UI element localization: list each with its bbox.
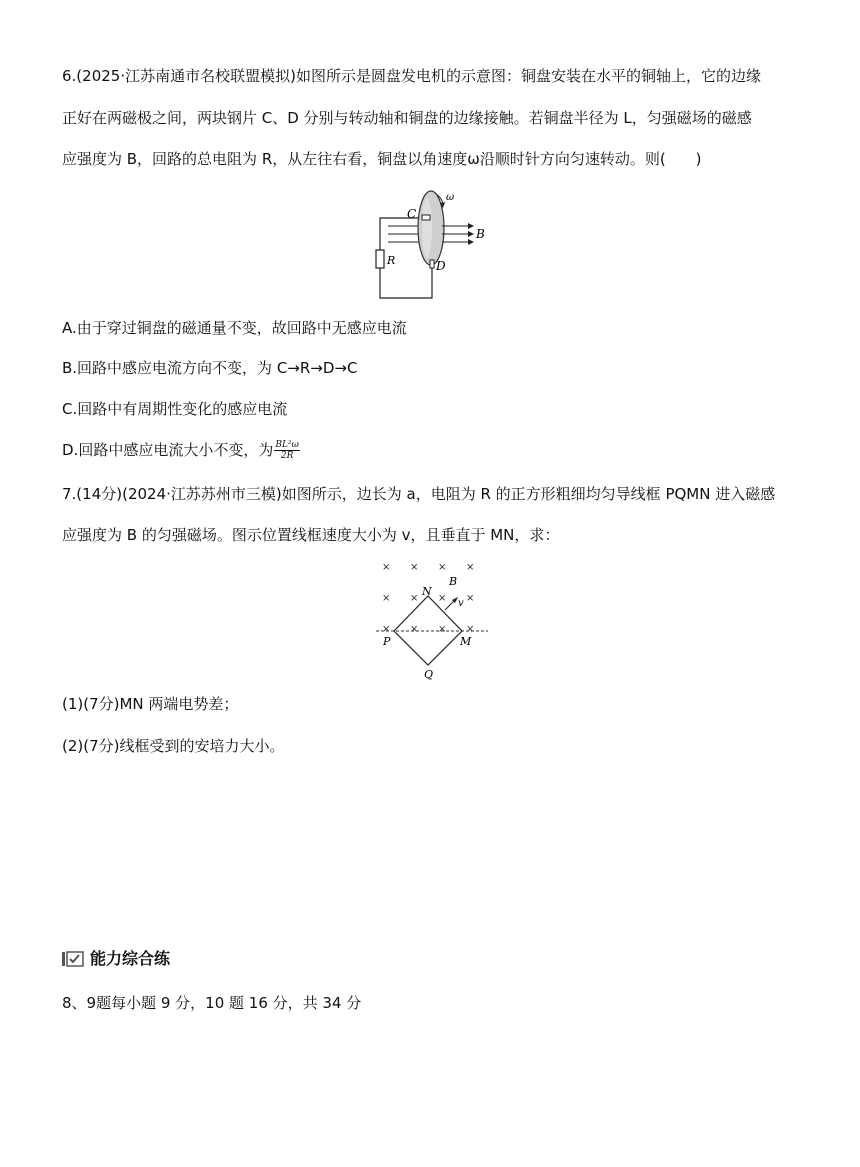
field-cross: × [438, 593, 447, 604]
field-cross: × [438, 562, 447, 573]
q6-option-d-text: D.回路中感应电流大小不变，为 [62, 441, 274, 459]
fraction-denominator: 2R [280, 451, 294, 461]
resistor-R [376, 250, 384, 268]
q6-stem-line-3: 应强度为 B，回路的总电阻为 R，从左往右看，铜盘以角速度ω沿顺时针方向匀速转动。则( ) [62, 150, 702, 168]
q7-square-loop-figure [372, 558, 492, 682]
section-title: 能力综合练 [90, 949, 171, 968]
label-v: v [458, 598, 464, 609]
field-cross: × [438, 624, 447, 635]
checklist-icon [62, 951, 84, 967]
field-cross: × [410, 624, 419, 635]
label-N: N [422, 585, 432, 598]
q6-disc-generator-figure [370, 184, 500, 304]
q6-stem-line-1: 6.(2025·江苏南通市名校联盟模拟)如图所示是圆盘发电机的示意图：铜盘安装在水平的铜轴上，它的边缘 [62, 67, 761, 85]
q7-subquestion-1: (1)(7分)MN 两端电势差； [62, 695, 239, 713]
q7-stem-line-1: 7.(14分)(2024·江苏苏州市三模)如图所示，边长为 a，电阻为 R 的正方形粗细均匀导线框 PQMN 进入磁感 [62, 485, 776, 503]
field-cross: × [382, 624, 391, 635]
q6-option-a: A.由于穿过铜盘的磁通量不变，故回路中无感应电流 [62, 319, 407, 337]
label-B: B [449, 575, 458, 588]
label-omega: ω [446, 192, 455, 203]
label-Q: Q [424, 668, 434, 681]
fraction-numerator: BL²ω [275, 440, 299, 450]
label-R: R [387, 254, 396, 267]
q6-option-d [62, 440, 300, 461]
section-note: 8、9题每小题 9 分，10 题 16 分，共 34 分 [62, 994, 362, 1012]
label-M: M [460, 635, 472, 648]
q6-option-d-fraction [274, 440, 300, 461]
label-C: C [407, 207, 417, 221]
label-P: P [383, 635, 391, 648]
field-cross: × [382, 593, 391, 604]
label-B: B [476, 227, 485, 241]
q7-subquestion-2: (2)(7分)线框受到的安培力大小。 [62, 737, 285, 755]
field-cross: × [410, 562, 419, 573]
q6-stem-line-2: 正好在两磁极之间，两块钢片 C、D 分别与转动轴和铜盘的边缘接触。若铜盘半径为 L，匀强磁场的磁感 [62, 109, 752, 127]
q6-option-b: B.回路中感应电流方向不变，为 C→R→D→C [62, 359, 358, 377]
square-loop [394, 596, 462, 665]
field-cross: × [410, 593, 419, 604]
label-D: D [436, 259, 446, 273]
q7-stem-line-2: 应强度为 B 的匀强磁场。图示位置线框速度大小为 v，且垂直于 MN，求： [62, 526, 560, 544]
field-cross: × [466, 593, 475, 604]
field-cross: × [382, 562, 391, 573]
field-cross: × [466, 624, 475, 635]
q6-option-c: C.回路中有周期性变化的感应电流 [62, 400, 288, 418]
field-cross: × [466, 562, 475, 573]
